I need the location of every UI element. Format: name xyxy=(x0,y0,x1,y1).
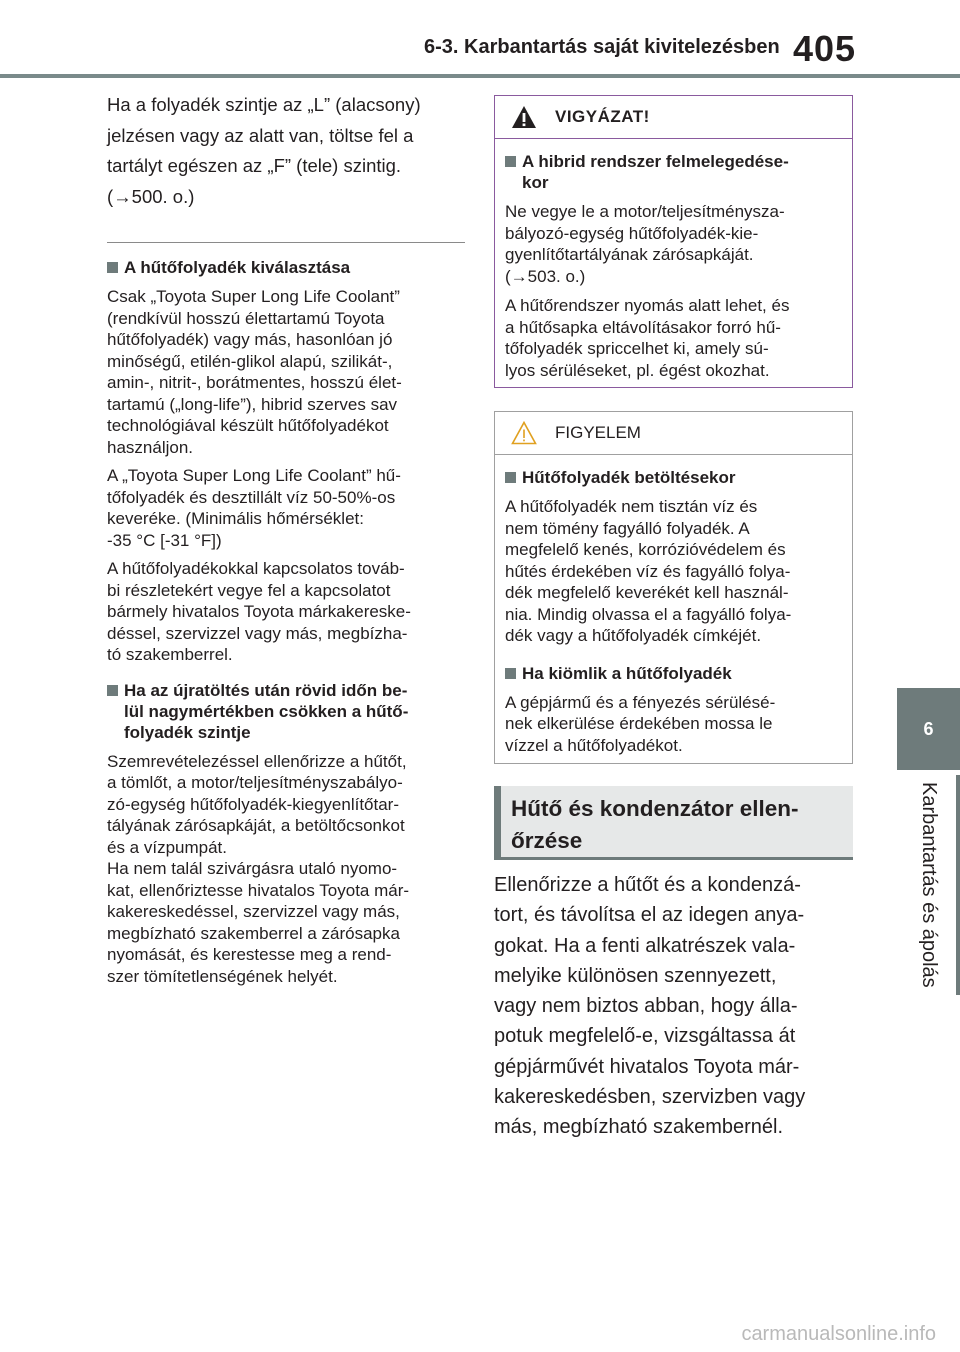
text-line: hűtőfolyadék) vagy más, hasonlóan jó xyxy=(107,330,393,349)
text-line: nek elkerülése érdekében mossa le xyxy=(505,714,773,733)
text-line: szer tömítetlenségének helyét. xyxy=(107,966,338,986)
caution-header xyxy=(495,96,852,139)
text-line: (→500. o.) xyxy=(107,185,195,207)
text-line: kakereskedésben, szervizben vagy xyxy=(494,1086,806,1109)
coolant-selection-section xyxy=(107,257,465,666)
section-title: 6-3. Karbantartás saját kivitelezésben xyxy=(424,36,780,58)
text-line: használjon. xyxy=(107,437,194,457)
chapter-tab xyxy=(897,688,960,770)
warning-triangle-icon xyxy=(511,105,537,129)
caution-body xyxy=(495,139,852,395)
intro-paragraph xyxy=(107,90,465,212)
radiator-inspection-text xyxy=(494,870,853,1143)
paragraph xyxy=(107,465,465,551)
chapter-number: 6 xyxy=(923,718,934,739)
text-line: tőfolyadék és desztillált víz 50-50%-os xyxy=(107,487,396,507)
text-line: dék vagy a hűtőfolyadék címkéjét. xyxy=(505,626,762,645)
text-line: Szemrevételezéssel ellenőrizze a hűtőt, xyxy=(107,751,407,771)
paragraph xyxy=(107,558,465,666)
square-bullet-icon xyxy=(107,685,118,696)
text-line: Ha a folyadék szintje az „L” (alacsony) xyxy=(107,94,421,115)
subheading xyxy=(505,151,842,193)
subheading-text: Hűtőfolyadék betöltésekor xyxy=(522,468,736,487)
text-line: A „Toyota Super Long Life Coolant” hű- xyxy=(107,466,401,485)
text-line: Ellenőrizze a hűtőt és a kondenzá- xyxy=(494,874,801,896)
left-column xyxy=(107,84,465,987)
subheading-line: Ha az újratöltés után rövid időn be- xyxy=(124,680,408,700)
paragraph xyxy=(505,201,842,287)
text-line: nyomását, és kerestesse meg a rend- xyxy=(107,945,392,964)
subheading xyxy=(505,663,842,684)
header-rule xyxy=(0,74,960,78)
text-line: A hűtőfolyadék nem tisztán víz és xyxy=(505,497,758,516)
paragraph xyxy=(107,751,465,988)
section-heading xyxy=(494,786,853,860)
watermark: carmanualsonline.info xyxy=(741,1323,936,1345)
text-line: nia. Mindig olvassa el a fagyálló folya- xyxy=(505,604,792,624)
text-line: tó szakemberrel. xyxy=(107,645,233,664)
text-line: a hűtősapka eltávolításakor forró hű- xyxy=(505,317,781,337)
subheading-line: folyadék szintje xyxy=(124,722,251,742)
text-line: dék megfelelő keverékét kell használ- xyxy=(505,583,789,602)
text-line: lyos sérüléseket, pl. égést okozhat. xyxy=(505,360,770,380)
text-line: gyenlítőtartályának zárósapkáját. xyxy=(505,245,754,264)
caution-label: VIGYÁZAT! xyxy=(555,107,650,126)
text-line: nem tömény fagyálló folyadék. A xyxy=(505,518,750,538)
text-line: tort, és távolítsa el az idegen anya- xyxy=(494,904,805,927)
text-line: Ha nem talál szivárgásra utaló nyomo- xyxy=(107,859,398,878)
text-line: bármely hivatalos Toyota márkakereske- xyxy=(107,602,411,621)
subheading-line: kor xyxy=(522,173,549,192)
subheading-text: A hűtőfolyadék kiválasztása xyxy=(124,258,351,277)
subheading xyxy=(107,680,465,743)
text-line: kat, ellenőriztesse hivatalos Toyota már- xyxy=(107,880,410,900)
text-line: gokat. Ha a fenti alkatrészek vala- xyxy=(494,934,796,957)
notice-triangle-icon xyxy=(511,421,537,445)
section-heading-line: Hűtő és kondenzátor ellen- xyxy=(511,796,799,821)
square-bullet-icon xyxy=(505,472,516,483)
text-line: amin-, nitrit-, borátmentes, hosszú élet- xyxy=(107,373,402,392)
text-line: melyike különösen szennyezett, xyxy=(494,964,777,987)
text-line: tartályt egészen az „F” (tele) szintig. xyxy=(107,155,402,176)
chapter-side-bar xyxy=(956,775,960,995)
text-line: hűtés érdekében víz és fagyálló folya- xyxy=(505,561,791,581)
text-line: bi részletekért vegye fel a kapcsolatot xyxy=(107,580,391,600)
text-line: A gépjármű és a fényezés sérülésé- xyxy=(505,692,776,712)
coolant-drop-section xyxy=(107,680,465,988)
text-line: vízzel a hűtőfolyadékot. xyxy=(505,735,683,755)
text-line: A hűtőfolyadékokkal kapcsolatos továb- xyxy=(107,559,405,578)
text-line: jelzésen vagy az alatt van, töltse fel a xyxy=(107,124,414,146)
text-line: és a vízpumpát. xyxy=(107,837,228,857)
text-line: zó-egység hűtőfolyadék-kiegyenlítőtar- xyxy=(107,794,399,814)
chapter-side-label xyxy=(897,775,960,995)
text-line: más, megbízható szakembernél. xyxy=(494,1116,784,1139)
text-line: keveréke. (Minimális hőmérséklet: xyxy=(107,509,364,528)
subheading-text xyxy=(124,680,408,743)
subheading-line: A hibrid rendszer felmelegedése- xyxy=(522,152,789,171)
subheading-text xyxy=(522,151,789,193)
text-line: -35 °C [-31 °F]) xyxy=(107,530,222,550)
subheading-text: Ha kiömlik a hűtőfolyadék xyxy=(522,663,732,683)
notice-label: FIGYELEM xyxy=(555,423,641,442)
text-line: tályának zárósapkáját, a betöltőcsonkot xyxy=(107,816,405,835)
notice-header xyxy=(495,412,852,455)
subheading-line: lül nagymértékben csökken a hűtő- xyxy=(124,701,409,721)
paragraph xyxy=(505,496,842,647)
text-line: (rendkívül hosszú élettartamú Toyota xyxy=(107,308,385,328)
text-line: vagy nem biztos abban, hogy álla- xyxy=(494,995,798,1018)
text-line: technológiával készült hűtőfolyadékot xyxy=(107,416,389,435)
subheading xyxy=(107,257,465,278)
text-line: tartamú („long-life”), hibrid szerves sav xyxy=(107,394,398,414)
text-line: kakereskedéssel, szervizzel vagy más, xyxy=(107,902,400,921)
text-line: megbízható szakemberrel a zárósapka xyxy=(107,923,400,943)
section-divider xyxy=(107,242,465,243)
text-line: Csak „Toyota Super Long Life Coolant” xyxy=(107,287,400,306)
square-bullet-icon xyxy=(505,668,516,679)
text-line: minőségű, etilén-glikol alapú, szilikát-, xyxy=(107,351,393,371)
text-line: a tömlőt, a motor/teljesítményszabályo- xyxy=(107,773,403,792)
square-bullet-icon xyxy=(505,156,516,167)
section-heading-line: őrzése xyxy=(511,828,583,853)
chapter-label: Karbantartás és ápolás xyxy=(918,782,940,988)
notice-body xyxy=(495,455,852,770)
notice-box xyxy=(494,411,853,764)
text-line: bályozó-egység hűtőfolyadék-kie- xyxy=(505,223,759,243)
text-line: (→503. o.) xyxy=(505,266,586,286)
text-line: A hűtőrendszer nyomás alatt lehet, és xyxy=(505,296,790,315)
caution-box xyxy=(494,95,853,388)
text-line: gépjárművét hivatalos Toyota már- xyxy=(494,1055,800,1078)
paragraph xyxy=(505,692,842,757)
text-line: potuk megfelelő-e, vizsgáltassa át xyxy=(494,1025,796,1048)
text-line: tőfolyadék spriccelhet ki, amely sú- xyxy=(505,339,769,358)
text-line: déssel, szervizzel vagy más, megbízha- xyxy=(107,623,408,643)
page-number: 405 xyxy=(793,28,857,69)
paragraph xyxy=(107,286,465,458)
square-bullet-icon xyxy=(107,262,118,273)
text-line: megfelelő kenés, korrózióvédelem és xyxy=(505,540,786,559)
paragraph xyxy=(505,295,842,381)
subheading xyxy=(505,467,842,488)
text-line: Ne vegye le a motor/teljesítménysza- xyxy=(505,202,785,221)
